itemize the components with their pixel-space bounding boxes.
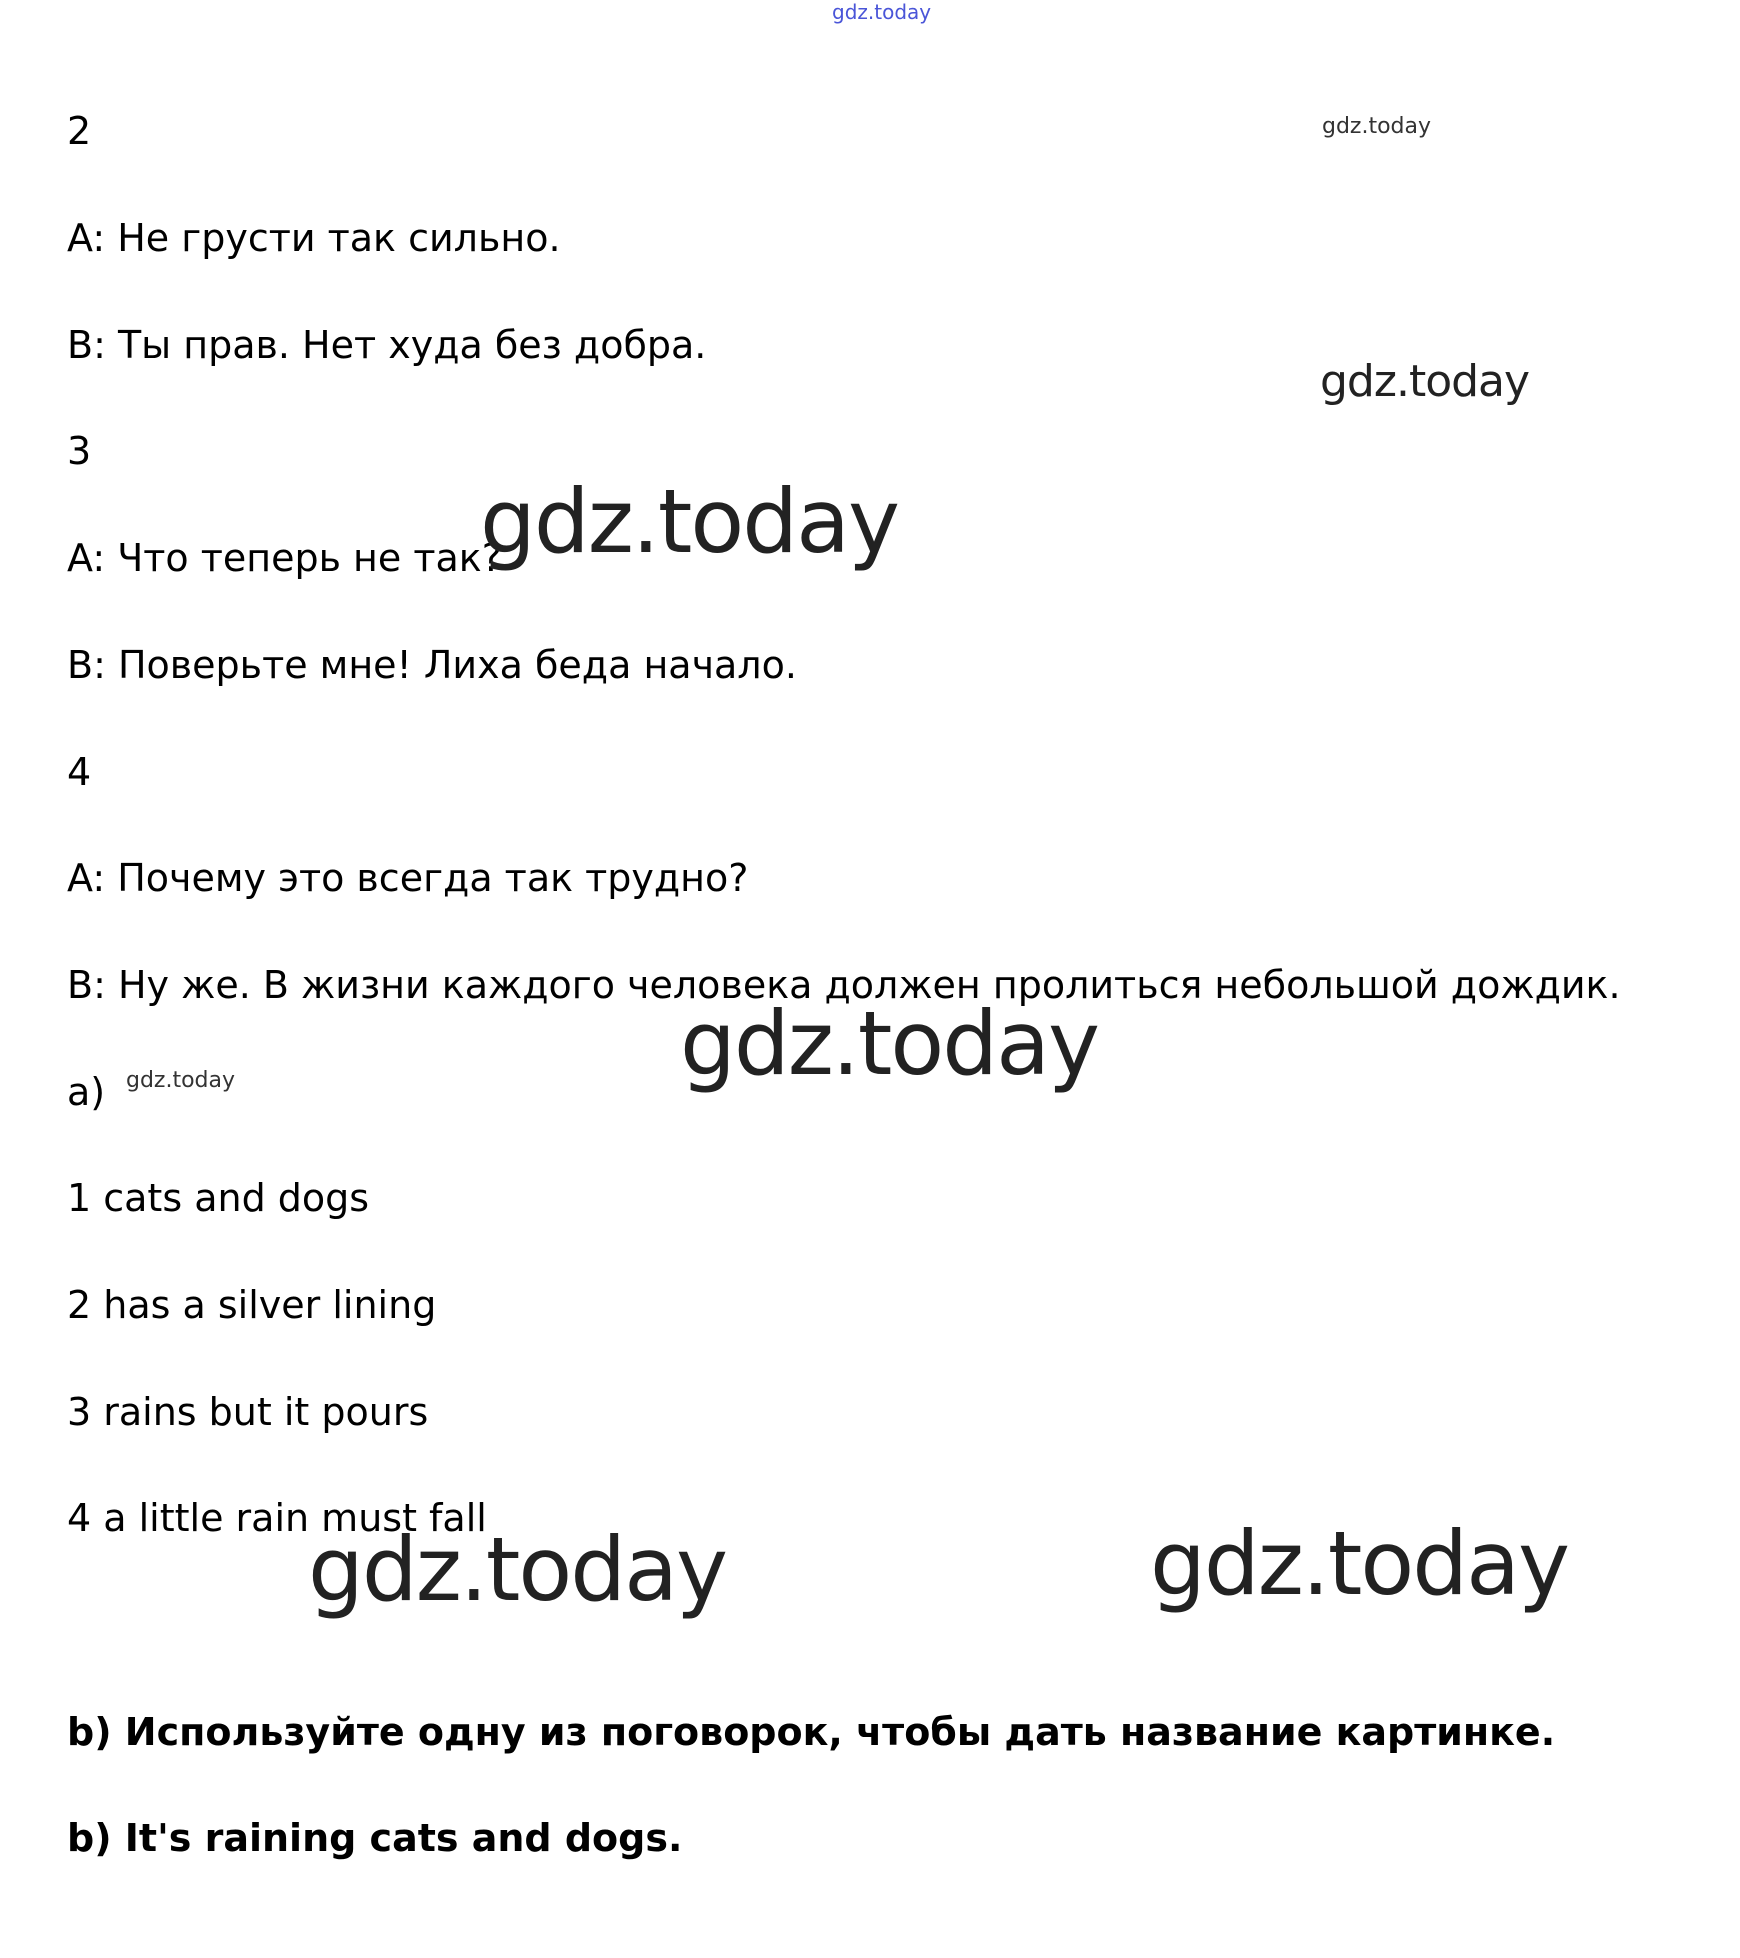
watermark: gdz.today (126, 1068, 236, 1093)
watermark: gdz.today (1150, 1512, 1569, 1615)
watermark: gdz.today (1322, 114, 1432, 139)
dialogue-line: B: Ну же. В жизни каждого человека должен пролиться небольшой дождик. (67, 963, 1621, 1007)
watermark: gdz.today (1320, 356, 1530, 407)
dialogue-line: A: Что теперь не так? (67, 536, 502, 580)
section-number-2: 2 (67, 109, 92, 153)
watermark: gdz.today (680, 992, 1099, 1095)
dialogue-line: B: Ты прав. Нет худа без добра. (67, 323, 707, 367)
dialogue-line: A: Не грусти так сильно. (67, 216, 561, 260)
watermark: gdz.today (308, 1518, 727, 1621)
dialogue-line: A: Почему это всегда так трудно? (67, 856, 749, 900)
section-number-4: 4 (67, 750, 92, 794)
watermark: gdz.today (480, 470, 899, 573)
part-b-answer: b) It's raining cats and dogs. (67, 1816, 683, 1860)
answer-item: 1 cats and dogs (67, 1176, 370, 1220)
part-a-label: a) (67, 1070, 106, 1114)
answer-item: 4 a little rain must fall (67, 1496, 487, 1540)
answer-item: 2 has a silver lining (67, 1283, 437, 1327)
dialogue-line: B: Поверьте мне! Лиха беда начало. (67, 643, 797, 687)
section-number-3: 3 (67, 429, 92, 473)
part-b-task: b) Используйте одну из поговорок, чтобы дать название картинке. (67, 1710, 1556, 1754)
watermark: gdz.today (832, 0, 932, 24)
answer-item: 3 rains but it pours (67, 1390, 429, 1434)
